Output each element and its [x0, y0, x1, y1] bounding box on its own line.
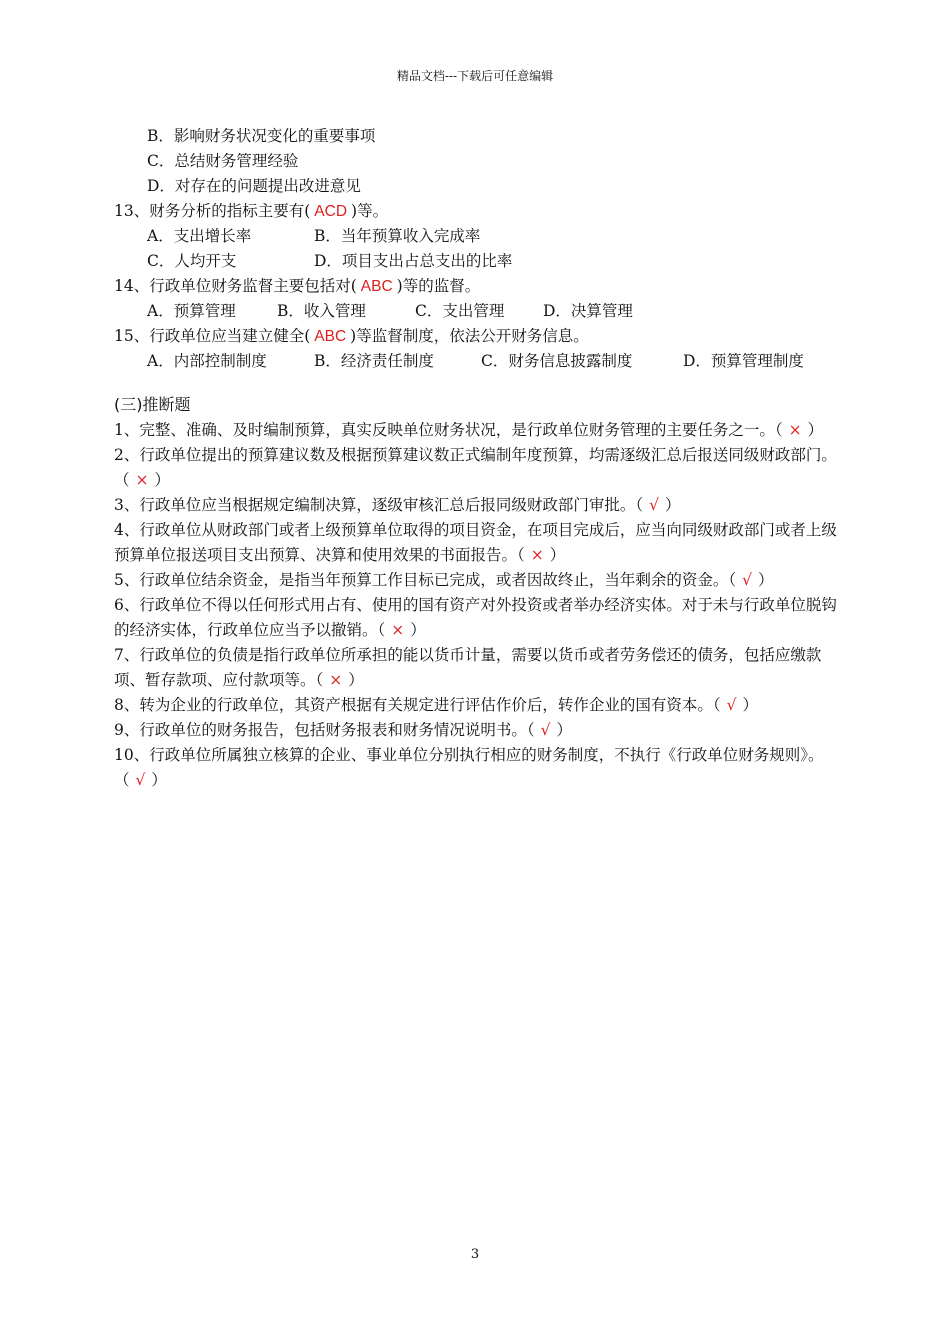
section-title: (三)推断题 — [114, 395, 191, 414]
question-text: )等的监督。 — [396, 277, 481, 295]
question-text: )等。 — [351, 202, 389, 220]
judgment-item: 8、转为企业的行政单位，其资产根据有关规定进行评估作价后，转作企业的国有资本。（ √ ） — [114, 696, 759, 714]
judgment-item: 7、行政单位的负债是指行政单位所承担的能以货币计量，需要以货币或者劳务偿还的债务，包括应缴款项、暂存款项、应付款项等。（ × ） — [114, 646, 822, 689]
option: B．当年预算收入完成率 — [314, 227, 481, 245]
options-13-row1 — [114, 224, 840, 249]
option-line: B．影响财务状况变化的重要事项 — [147, 127, 376, 145]
options-13-row2 — [114, 249, 840, 274]
judgment-mark: √ — [649, 496, 660, 514]
judgment-mark: √ — [726, 696, 737, 714]
judgment-item: 5、行政单位结余资金，是指当年预算工作目标已完成，或者因故终止，当年剩余的资金。（ √ ） — [114, 571, 774, 589]
judgment-mark: √ — [742, 571, 753, 589]
answer-text: ACD — [314, 203, 348, 220]
option: C．支出管理 — [415, 302, 505, 320]
judgment-item: 10、行政单位所属独立核算的企业、事业单位分别执行相应的财务制度，不执行《行政单位财务规则》。（ √ ） — [114, 746, 824, 789]
judgment-mark: × — [788, 421, 802, 439]
option-line: C．总结财务管理经验 — [147, 152, 299, 170]
question-13 — [114, 199, 840, 224]
options-15 — [114, 349, 840, 374]
option: B．收入管理 — [277, 302, 366, 320]
judgment-mark: √ — [540, 721, 551, 739]
option: A．支出增长率 — [147, 227, 252, 245]
judgment-mark: × — [329, 671, 343, 689]
question-text: 15、行政单位应当建立健全( — [114, 327, 311, 345]
judgment-item: 3、行政单位应当根据规定编制决算，逐级审核汇总后报同级财政部门审批。（ √ ） — [114, 496, 681, 514]
option: C．财务信息披露制度 — [481, 352, 633, 370]
judgment-mark: × — [135, 471, 149, 489]
option: A．预算管理 — [147, 302, 236, 320]
page-header: 精品文档---下载后可任意编辑 — [396, 69, 554, 83]
judgment-item: 4、行政单位从财政部门或者上级预算单位取得的项目资金，在项目完成后，应当向同级财政部门或者上级预算单位报送项目支出预算、决算和使用效果的书面报告。（ × ） — [114, 521, 837, 564]
judgment-item: 1、完整、准确、及时编制预算，真实反映单位财务状况，是行政单位财务管理的主要任务之一。（ × ） — [114, 421, 824, 439]
question-text: 13、财务分析的指标主要有( — [114, 202, 311, 220]
judgment-mark: × — [391, 621, 405, 639]
option-line: D．对存在的问题提出改进意见 — [147, 177, 361, 195]
option: D．项目支出占总支出的比率 — [314, 252, 513, 270]
judgment-item: 6、行政单位不得以任何形式用占有、使用的国有资产对外投资或者举办经济实体。对于未与行政单位脱钩的经济实体，行政单位应当予以撤销。（ × ） — [114, 596, 837, 639]
option: A．内部控制制度 — [147, 352, 267, 370]
option: C．人均开支 — [147, 252, 237, 270]
judgment-mark: × — [530, 546, 544, 564]
question-14 — [114, 274, 840, 299]
page-number: 3 — [470, 1247, 480, 1262]
question-text: 14、行政单位财务监督主要包括对( — [114, 277, 357, 295]
option: D．预算管理制度 — [683, 352, 804, 370]
judgment-mark: √ — [135, 771, 146, 789]
document-body — [114, 124, 840, 793]
judgment-item: 2、行政单位提出的预算建议数及根据预算建议数正式编制年度预算，均需逐级汇总后报送同级财政部门。（ × ） — [114, 446, 837, 489]
option: B．经济责任制度 — [314, 352, 434, 370]
judgment-item: 9、行政单位的财务报告，包括财务报表和财务情况说明书。（ √ ） — [114, 721, 573, 739]
option: D．决算管理 — [543, 302, 633, 320]
options-14 — [114, 299, 840, 324]
answer-text: ABC — [360, 278, 393, 295]
question-text: )等监督制度，依法公开财务信息。 — [350, 327, 589, 345]
question-15 — [114, 324, 840, 349]
answer-text: ABC — [314, 328, 347, 345]
